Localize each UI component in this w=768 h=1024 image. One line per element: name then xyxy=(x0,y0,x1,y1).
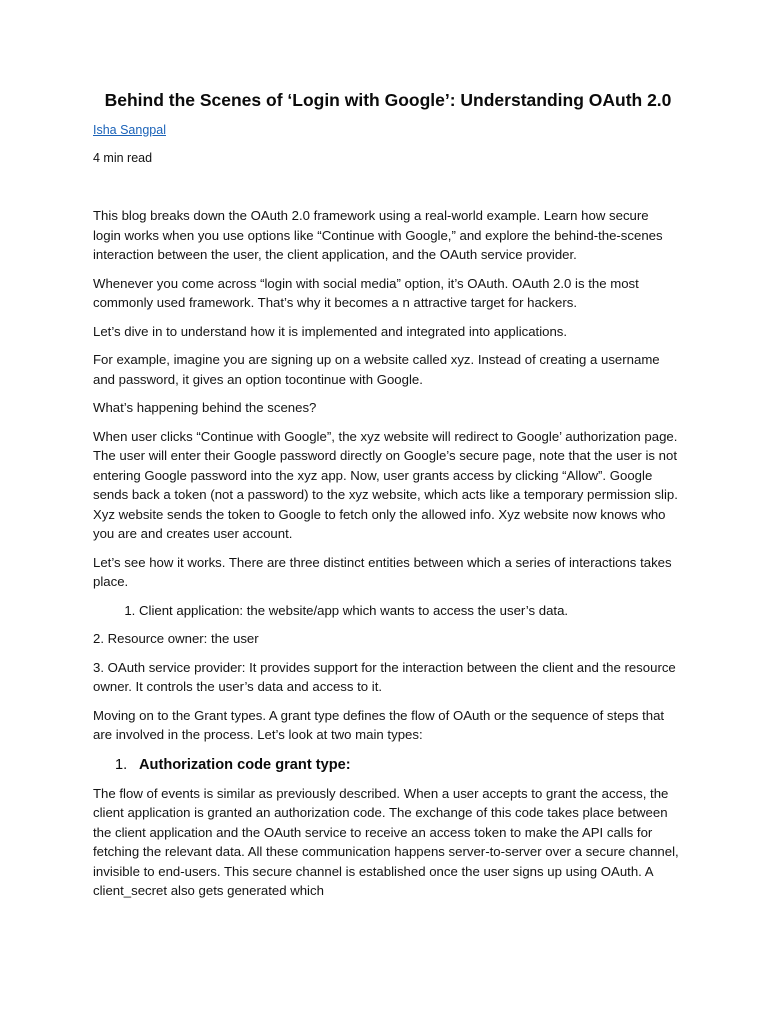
article-title: Behind the Scenes of ‘Login with Google’: Understanding OAuth 2.0 xyxy=(104,90,672,110)
author-link[interactable]: Isha Sangpal xyxy=(93,123,166,137)
article-body xyxy=(93,206,679,901)
section-heading-text: Authorization code grant type: xyxy=(139,756,351,773)
paragraph: For example, imagine you are signing up on a website called xyz. Instead of creating a username and password, it gives an option tocontinue with Google. xyxy=(93,352,660,387)
entity-item: 2. Resource owner: the user xyxy=(93,631,259,646)
intro-paragraph: This blog breaks down the OAuth 2.0 framework using a real-world example. Learn how secure login works when you use options like “Continue with Google,” and explore the behind-the-scenes interaction between the user, the client application, and the OAuth service provider. xyxy=(93,208,663,262)
article-content xyxy=(93,88,679,910)
entity-list-item: 1. Client application: the website/app which wants to access the user’s data. xyxy=(139,601,679,621)
paragraph: Whenever you come across “login with social media” option, it’s OAuth. OAuth 2.0 is the most commonly used framework. That’s why it becomes a n attractive target for hackers. xyxy=(93,275,639,310)
paragraph: Let’s see how it works. There are three distinct entities between which a series of interactions takes place. xyxy=(93,554,672,589)
section-heading xyxy=(93,754,679,776)
paragraph: Let’s dive in to understand how it is implemented and integrated into applications. xyxy=(93,323,568,339)
entity-item: 3. OAuth service provider: It provides support for the interaction between the client and the resource owner. It controls the user’s data and access to it. xyxy=(93,659,676,694)
entity-list xyxy=(93,601,679,621)
paragraph: The flow of events is similar as previously described. When a user accepts to grant the access, the client application is granted an authorization code. The exchange of this code takes place between the client application and the OAuth service to receive an access token to make the API calls for fetching the relevant data. All these communication happens server-to-server over a secure channel, invisible to end-users. This secure channel is established once the user signs up using OAuth. A client_secret also gets generated which xyxy=(93,785,679,898)
section-number: 1. xyxy=(115,756,128,773)
paragraph: What’s happening behind the scenes? xyxy=(93,400,317,415)
read-time: 4 min read xyxy=(93,151,153,165)
paragraph: Moving on to the Grant types. A grant type defines the flow of OAuth or the sequence of steps that are involved in the process. Let’s look at two main types: xyxy=(93,707,665,742)
paragraph: When user clicks “Continue with Google”, the xyz website will redirect to Google’ authorization page. The user will enter their Google password directly on Google’s secure page, note that the user is not entering Google password into the xyz app. Now, user grants access by clicking “Allow”. Google sends back a token (not a password) to the xyz website, which acts like a temporary permission slip. Xyz website sends the token to Google to fetch only the allowed info. Xyz website now knows who you are and creates user account. xyxy=(93,428,678,541)
